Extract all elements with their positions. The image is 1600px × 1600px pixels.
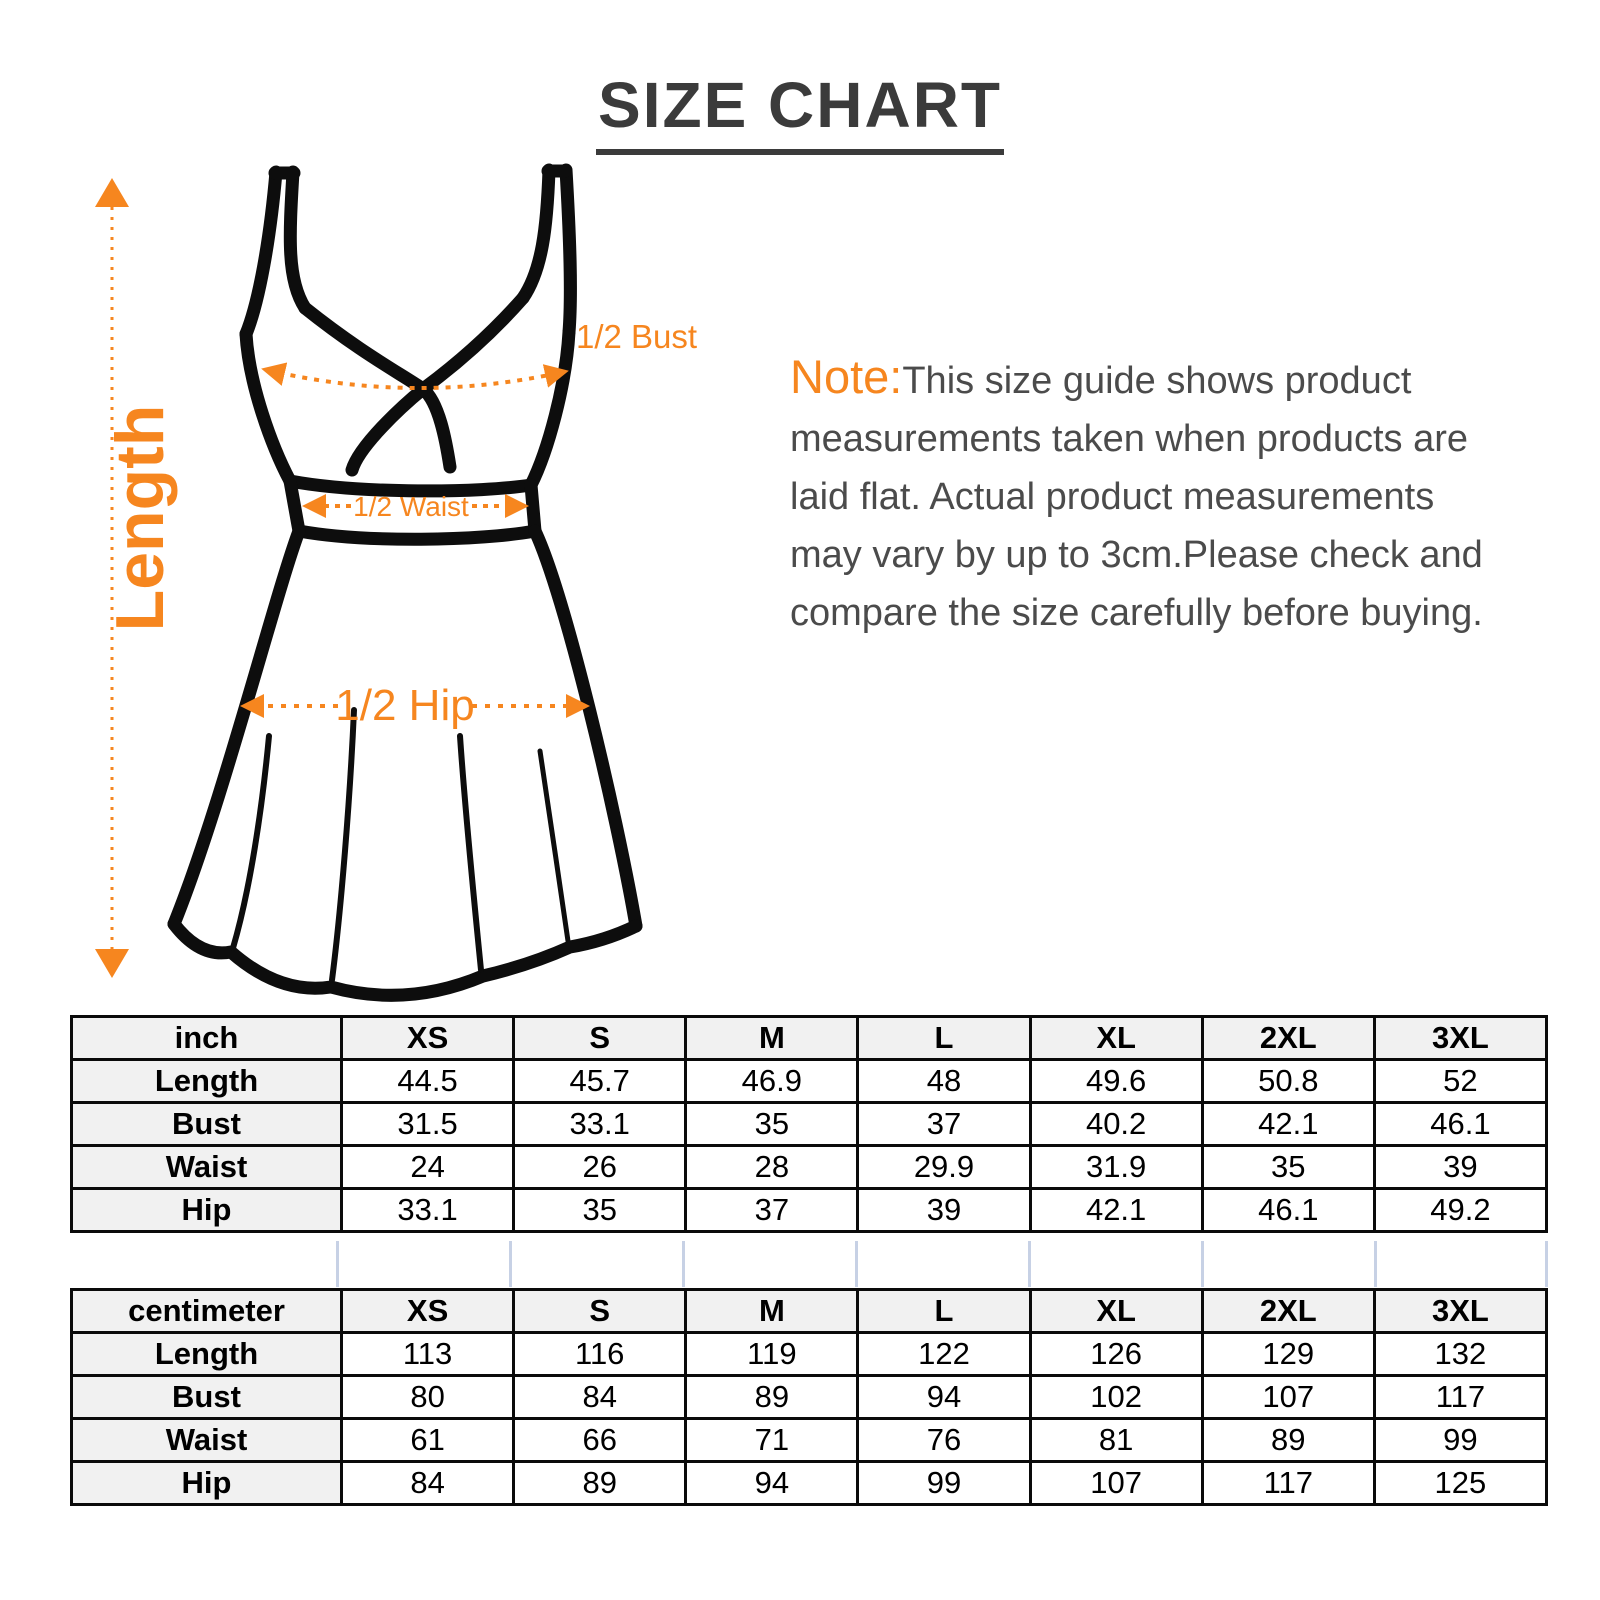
column-header: S [514, 1290, 686, 1333]
column-header: M [686, 1017, 858, 1060]
column-header: XL [1030, 1290, 1202, 1333]
size-value: 37 [858, 1103, 1030, 1146]
size-value: 125 [1374, 1462, 1546, 1505]
size-value: 49.6 [1030, 1060, 1202, 1103]
bust-label: 1/2 Bust [576, 318, 698, 355]
column-header: S [514, 1017, 686, 1060]
size-value: 35 [1202, 1146, 1374, 1189]
size-value: 44.5 [342, 1060, 514, 1103]
size-value: 99 [858, 1462, 1030, 1505]
size-value: 61 [342, 1419, 514, 1462]
size-value: 99 [1374, 1419, 1546, 1462]
size-value: 126 [1030, 1333, 1202, 1376]
size-value: 35 [514, 1189, 686, 1232]
column-header: 2XL [1202, 1017, 1374, 1060]
length-label: Length [102, 404, 178, 632]
row-label: Length [72, 1060, 342, 1103]
size-value: 46.1 [1202, 1189, 1374, 1232]
size-value: 39 [1374, 1146, 1546, 1189]
size-value: 89 [1202, 1419, 1374, 1462]
table-row [72, 1060, 1547, 1103]
table-row [72, 1146, 1547, 1189]
note-line: may vary by up to 3cm.Please check and [790, 534, 1483, 576]
note-line: measurements taken when products are [790, 418, 1469, 460]
note-line [790, 348, 1550, 410]
size-value: 102 [1030, 1376, 1202, 1419]
size-value: 49.2 [1374, 1189, 1546, 1232]
size-value: 84 [342, 1462, 514, 1505]
dress-diagram [60, 150, 760, 1020]
size-value: 40.2 [1030, 1103, 1202, 1146]
column-header: L [858, 1290, 1030, 1333]
table-row [72, 1419, 1547, 1462]
size-value: 84 [514, 1376, 686, 1419]
table-row [72, 1189, 1547, 1232]
row-label: Waist [72, 1419, 342, 1462]
header-row [72, 1290, 1547, 1333]
note-line-text: This size guide shows product [902, 360, 1412, 402]
size-value: 89 [686, 1376, 858, 1419]
page-title-text: SIZE CHART [596, 68, 1004, 155]
size-value: 26 [514, 1146, 686, 1189]
size-value: 50.8 [1202, 1060, 1374, 1103]
size-value: 107 [1030, 1462, 1202, 1505]
row-label: Bust [72, 1103, 342, 1146]
size-value: 94 [686, 1462, 858, 1505]
note-line: laid flat. Actual product measurements [790, 476, 1435, 518]
size-value: 89 [514, 1462, 686, 1505]
size-value: 107 [1202, 1376, 1374, 1419]
note-line: compare the size carefully before buying. [790, 592, 1483, 634]
size-value: 46.1 [1374, 1103, 1546, 1146]
size-value: 113 [342, 1333, 514, 1376]
hip-label: 1/2 Hip [335, 681, 475, 730]
size-value: 39 [858, 1189, 1030, 1232]
unit-cell: inch [72, 1017, 342, 1060]
size-value: 29.9 [858, 1146, 1030, 1189]
size-value: 94 [858, 1376, 1030, 1419]
size-value: 45.7 [514, 1060, 686, 1103]
table-row [72, 1462, 1547, 1505]
size-value: 42.1 [1030, 1189, 1202, 1232]
size-value: 119 [686, 1333, 858, 1376]
row-label: Waist [72, 1146, 342, 1189]
size-value: 116 [514, 1333, 686, 1376]
page-title [0, 68, 1600, 155]
dress-outline [174, 170, 636, 995]
size-value: 48 [858, 1060, 1030, 1103]
size-value: 52 [1374, 1060, 1546, 1103]
column-header: 3XL [1374, 1290, 1546, 1333]
row-label: Length [72, 1333, 342, 1376]
note-label: Note: [790, 350, 903, 403]
size-value: 76 [858, 1419, 1030, 1462]
size-table-centimeter [70, 1288, 1548, 1506]
table-row [72, 1376, 1547, 1419]
unit-cell: centimeter [72, 1290, 342, 1333]
size-value: 117 [1374, 1376, 1546, 1419]
column-header: 2XL [1202, 1290, 1374, 1333]
size-value: 35 [686, 1103, 858, 1146]
column-header: XS [342, 1290, 514, 1333]
row-label: Hip [72, 1189, 342, 1232]
note-block [790, 348, 1550, 642]
size-value: 129 [1202, 1333, 1374, 1376]
size-value: 33.1 [514, 1103, 686, 1146]
size-value: 81 [1030, 1419, 1202, 1462]
size-value: 66 [514, 1419, 686, 1462]
row-label: Hip [72, 1462, 342, 1505]
size-value: 46.9 [686, 1060, 858, 1103]
size-value: 33.1 [342, 1189, 514, 1232]
column-header: XS [342, 1017, 514, 1060]
column-header: M [686, 1290, 858, 1333]
size-value: 122 [858, 1333, 1030, 1376]
size-value: 37 [686, 1189, 858, 1232]
table-gap-divider [70, 1241, 1548, 1287]
size-value: 117 [1202, 1462, 1374, 1505]
waist-label: 1/2 Waist [353, 491, 469, 522]
size-value: 80 [342, 1376, 514, 1419]
column-header: 3XL [1374, 1017, 1546, 1060]
size-table-inch [70, 1015, 1548, 1233]
size-value: 42.1 [1202, 1103, 1374, 1146]
row-label: Bust [72, 1376, 342, 1419]
table-row [72, 1333, 1547, 1376]
size-value: 28 [686, 1146, 858, 1189]
size-value: 31.5 [342, 1103, 514, 1146]
size-value: 71 [686, 1419, 858, 1462]
header-row [72, 1017, 1547, 1060]
size-value: 31.9 [1030, 1146, 1202, 1189]
column-header: XL [1030, 1017, 1202, 1060]
table-row [72, 1103, 1547, 1146]
size-value: 132 [1374, 1333, 1546, 1376]
column-header: L [858, 1017, 1030, 1060]
size-value: 24 [342, 1146, 514, 1189]
